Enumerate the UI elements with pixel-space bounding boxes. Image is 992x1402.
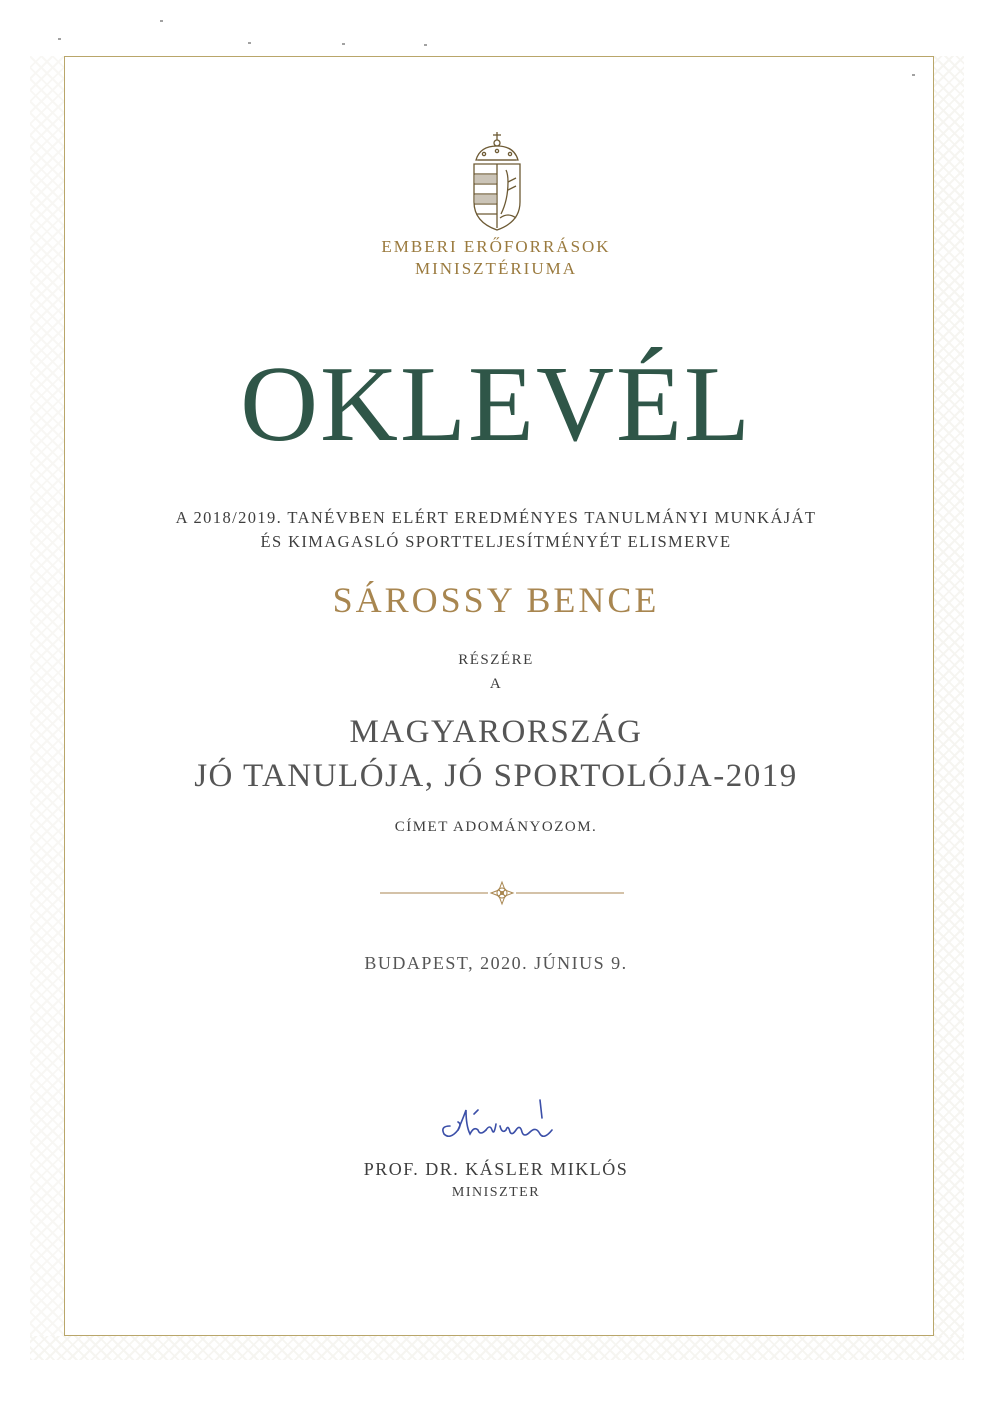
signatory-name: PROF. DR. KÁSLER MIKLÓS [363, 1159, 629, 1179]
hungarian-coat-of-arms-icon [470, 130, 524, 234]
scan-speck [248, 42, 251, 44]
scan-speck [424, 44, 427, 46]
granting-text: CÍMET ADOMÁNYOZOM. [394, 819, 598, 835]
frame-pattern-bottom [30, 1336, 964, 1360]
recipient-name: SÁROSSY BENCE [332, 580, 660, 620]
signatory-position: MINISZTER [451, 1185, 541, 1200]
award-line-2: JÓ TANULÓJA, JÓ SPORTOLÓJA-2019 [194, 758, 798, 794]
ministry-line-1: EMBERI ERŐFORRÁSOK [381, 237, 611, 256]
handwritten-signature [436, 1096, 560, 1146]
scan-speck [58, 38, 61, 40]
ministry-line-2: MINISZTÉRIUMA [415, 259, 577, 278]
ornamental-divider-icon [380, 880, 624, 906]
for-line-1: RÉSZÉRE [458, 652, 534, 668]
award-line-1: MAGYARORSZÁG [349, 714, 643, 750]
award-title [0, 710, 992, 798]
for-line-2: A [489, 676, 503, 692]
reason-text [0, 506, 992, 554]
document-title: OKLEVÉL [240, 345, 752, 464]
scan-speck [912, 74, 915, 76]
scan-speck [160, 20, 163, 22]
reason-line-2: ÉS KIMAGASLÓ SPORTTELJESÍTMÉNYÉT ELISMERVE [260, 532, 732, 551]
ministry-name [0, 236, 992, 280]
place-date: BUDAPEST, 2020. JÚNIUS 9. [364, 953, 628, 973]
reason-line-1: A 2018/2019. TANÉVBEN ELÉRT EREDMÉNYES TANULMÁNYI MUNKÁJÁT [175, 508, 817, 527]
scan-speck [342, 43, 345, 45]
for-text [0, 648, 992, 696]
